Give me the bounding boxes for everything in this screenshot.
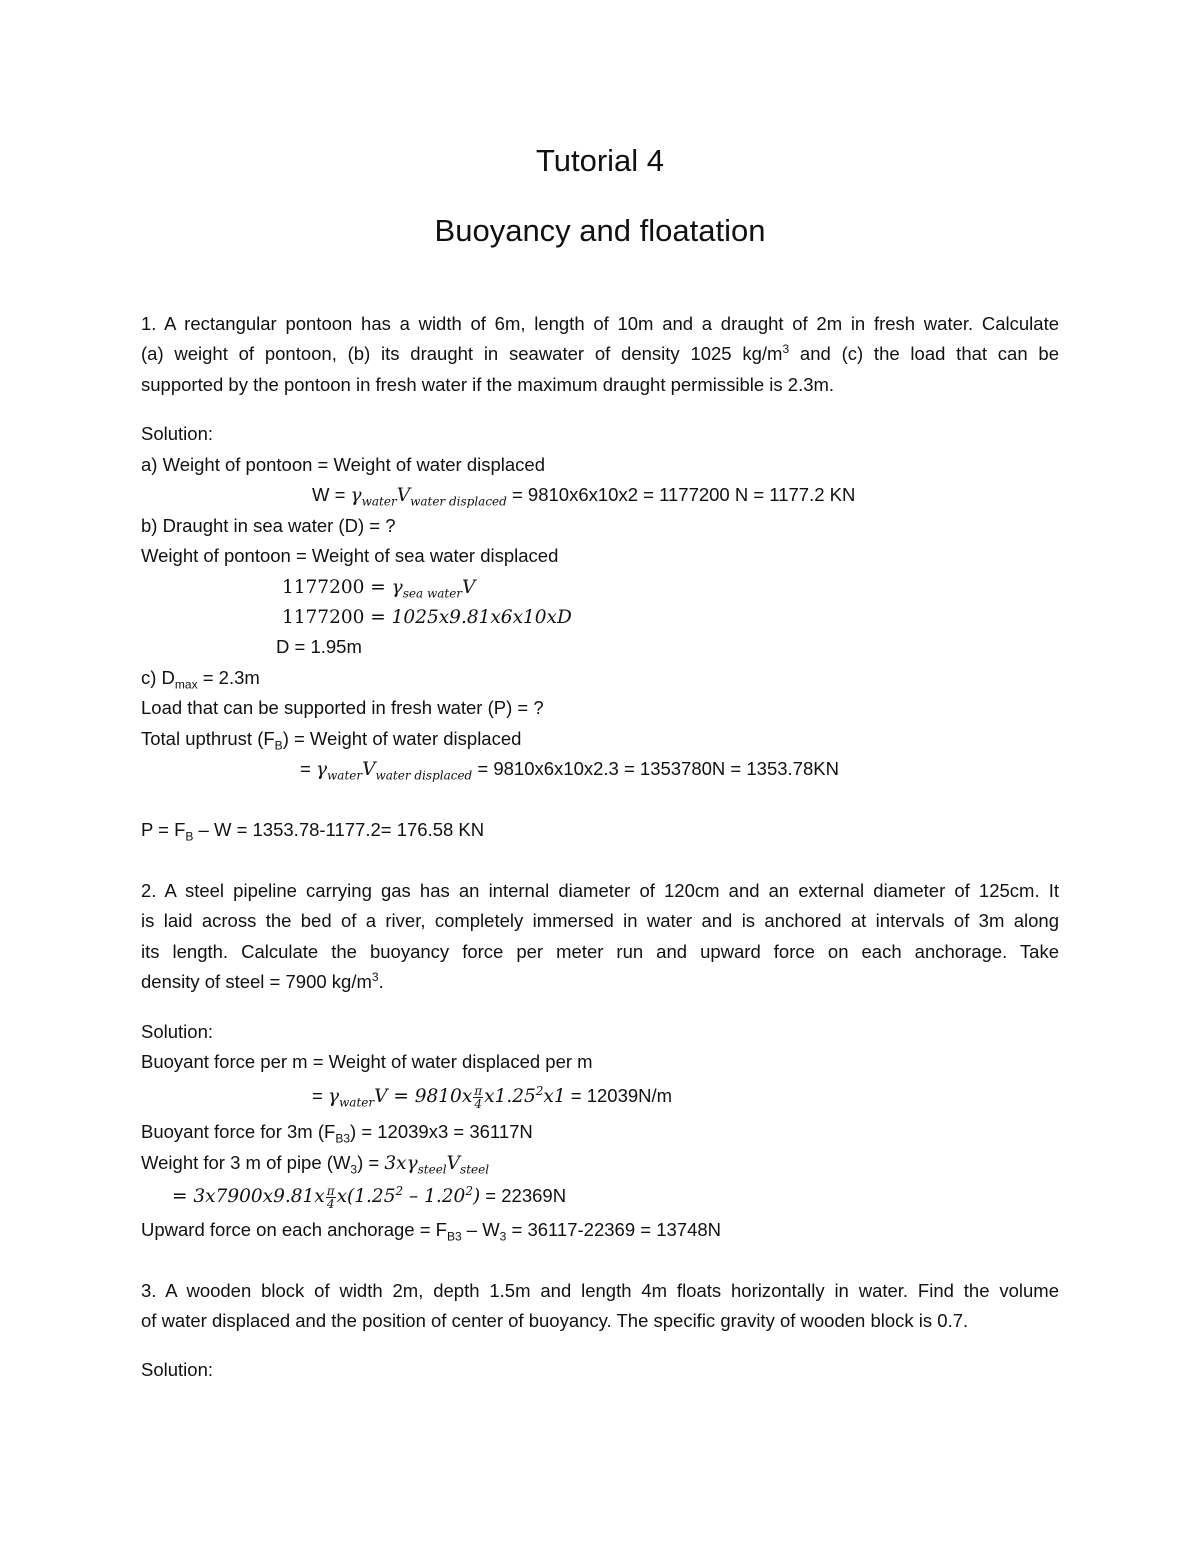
- q1-text-line-2: (a) weight of pontoon, (b) its draught in seawater of density 1025 $kg/m^3$ and (c) the load that can be: [141, 341, 1059, 364]
- q1-part-c-heading: c) $D_{max} = 2.3m$: [141, 667, 260, 692]
- q1-part-c-line-3: Total upthrust $(F_B)$ = Weight of water displaced: [141, 728, 522, 753]
- q2-text-line-4: density of steel = 7900 $kg/m^3$.: [141, 969, 384, 992]
- q2-step-1: Buoyant force per m = Weight of water displaced per m: [141, 1051, 593, 1072]
- q1-part-a-equation: $W = \gamma_{water}V_{water displaced} = 9810x6x10x2 = 1177200$ N = 1177.2 KN: [312, 484, 856, 509]
- q1-text-line-3: supported by the pontoon in fresh water if the maximum draught permissible is 2.3m.: [141, 374, 835, 395]
- q1-part-c-line-2: Load that can be supported in fresh water (P) = ?: [141, 697, 544, 718]
- pi-over-4-fraction: $\frac{\pi}{4}$: [326, 1183, 335, 1211]
- q2-text-line-3: its length. Calculate the buoyancy force per meter run and upward force on each anchorage. Take: [141, 941, 1059, 962]
- q2-step-2-equation: = $\gamma_{water}V = 9810x$ $\frac{\pi}{4}$ $x1.25^2x1 = 12039N/m$: [312, 1083, 673, 1111]
- q1-part-b-heading: b) Draught in sea water (D) = ?: [141, 515, 396, 536]
- q1-load-result: $P = F_B - W = 1353.78-1177.2= 176.58$ KN: [141, 819, 485, 844]
- q2-solution-label: Solution:: [141, 1021, 213, 1042]
- q3-text-line-2: of water displaced and the position of center of buoyancy. The specific gravity of wooden block is 0.7.: [141, 1310, 969, 1331]
- q2-text-line-1: 2. A steel pipeline carrying gas has an internal diameter of 120cm and an external diameter of 125cm. It: [141, 880, 1059, 901]
- q3-text-line-1: 3. A wooden block of width 2m, depth 1.5m and length 4m floats horizontally in water. Find the volume: [141, 1280, 1059, 1301]
- q2-step-4: Weight for 3 m of pipe $(W_3) = 3x\gamma_{steel}V_{steel}$: [141, 1152, 490, 1177]
- q1-part-b-equation-2: 1177200 = 1025x9.81x6x10xD: [282, 607, 572, 628]
- q1-part-b-result: D = 1.95m: [276, 636, 362, 657]
- q1-text-line-1: 1. A rectangular pontoon has a width of 6m, length of 10m and a draught of 2m in fresh water. Calculate: [141, 313, 1059, 334]
- q1-solution-label: Solution:: [141, 423, 213, 444]
- q2-step-5-equation: = 3x7900x9.81x $\frac{\pi}{4}$ $x(1.25^2 - 1.20^2) = 22369N$: [172, 1183, 567, 1211]
- q2-step-6: Upward force on each anchorage = $F_{B3} - W_3 = 36117-22369 = 13748N$: [141, 1219, 722, 1244]
- q1-part-c-equation: = $\gamma_{water}V_{water displaced} = 9810x6x10x2.3 = 1353780N = 1353.78KN$: [300, 758, 839, 783]
- pi-over-4-fraction: $\frac{\pi}{4}$: [474, 1083, 483, 1111]
- q1-part-b-line-2: Weight of pontoon = Weight of sea water displaced: [141, 545, 559, 566]
- q3-solution-label: Solution:: [141, 1359, 213, 1380]
- q1-part-a-heading: a) Weight of pontoon = Weight of water displaced: [141, 454, 545, 475]
- q1-part-b-equation-1: $1177200 = \gamma_{sea water}V$: [282, 577, 476, 601]
- page-title: Tutorial 4: [535, 143, 665, 178]
- q2-step-3: Buoyant force for 3m $(F_{B3}) = 12039x3 = 36117N$: [141, 1121, 533, 1146]
- page-subtitle: Buoyancy and floatation: [434, 213, 766, 248]
- q2-text-line-2: is laid across the bed of a river, completely immersed in water and is anchored at intervals of 3m along: [141, 910, 1059, 931]
